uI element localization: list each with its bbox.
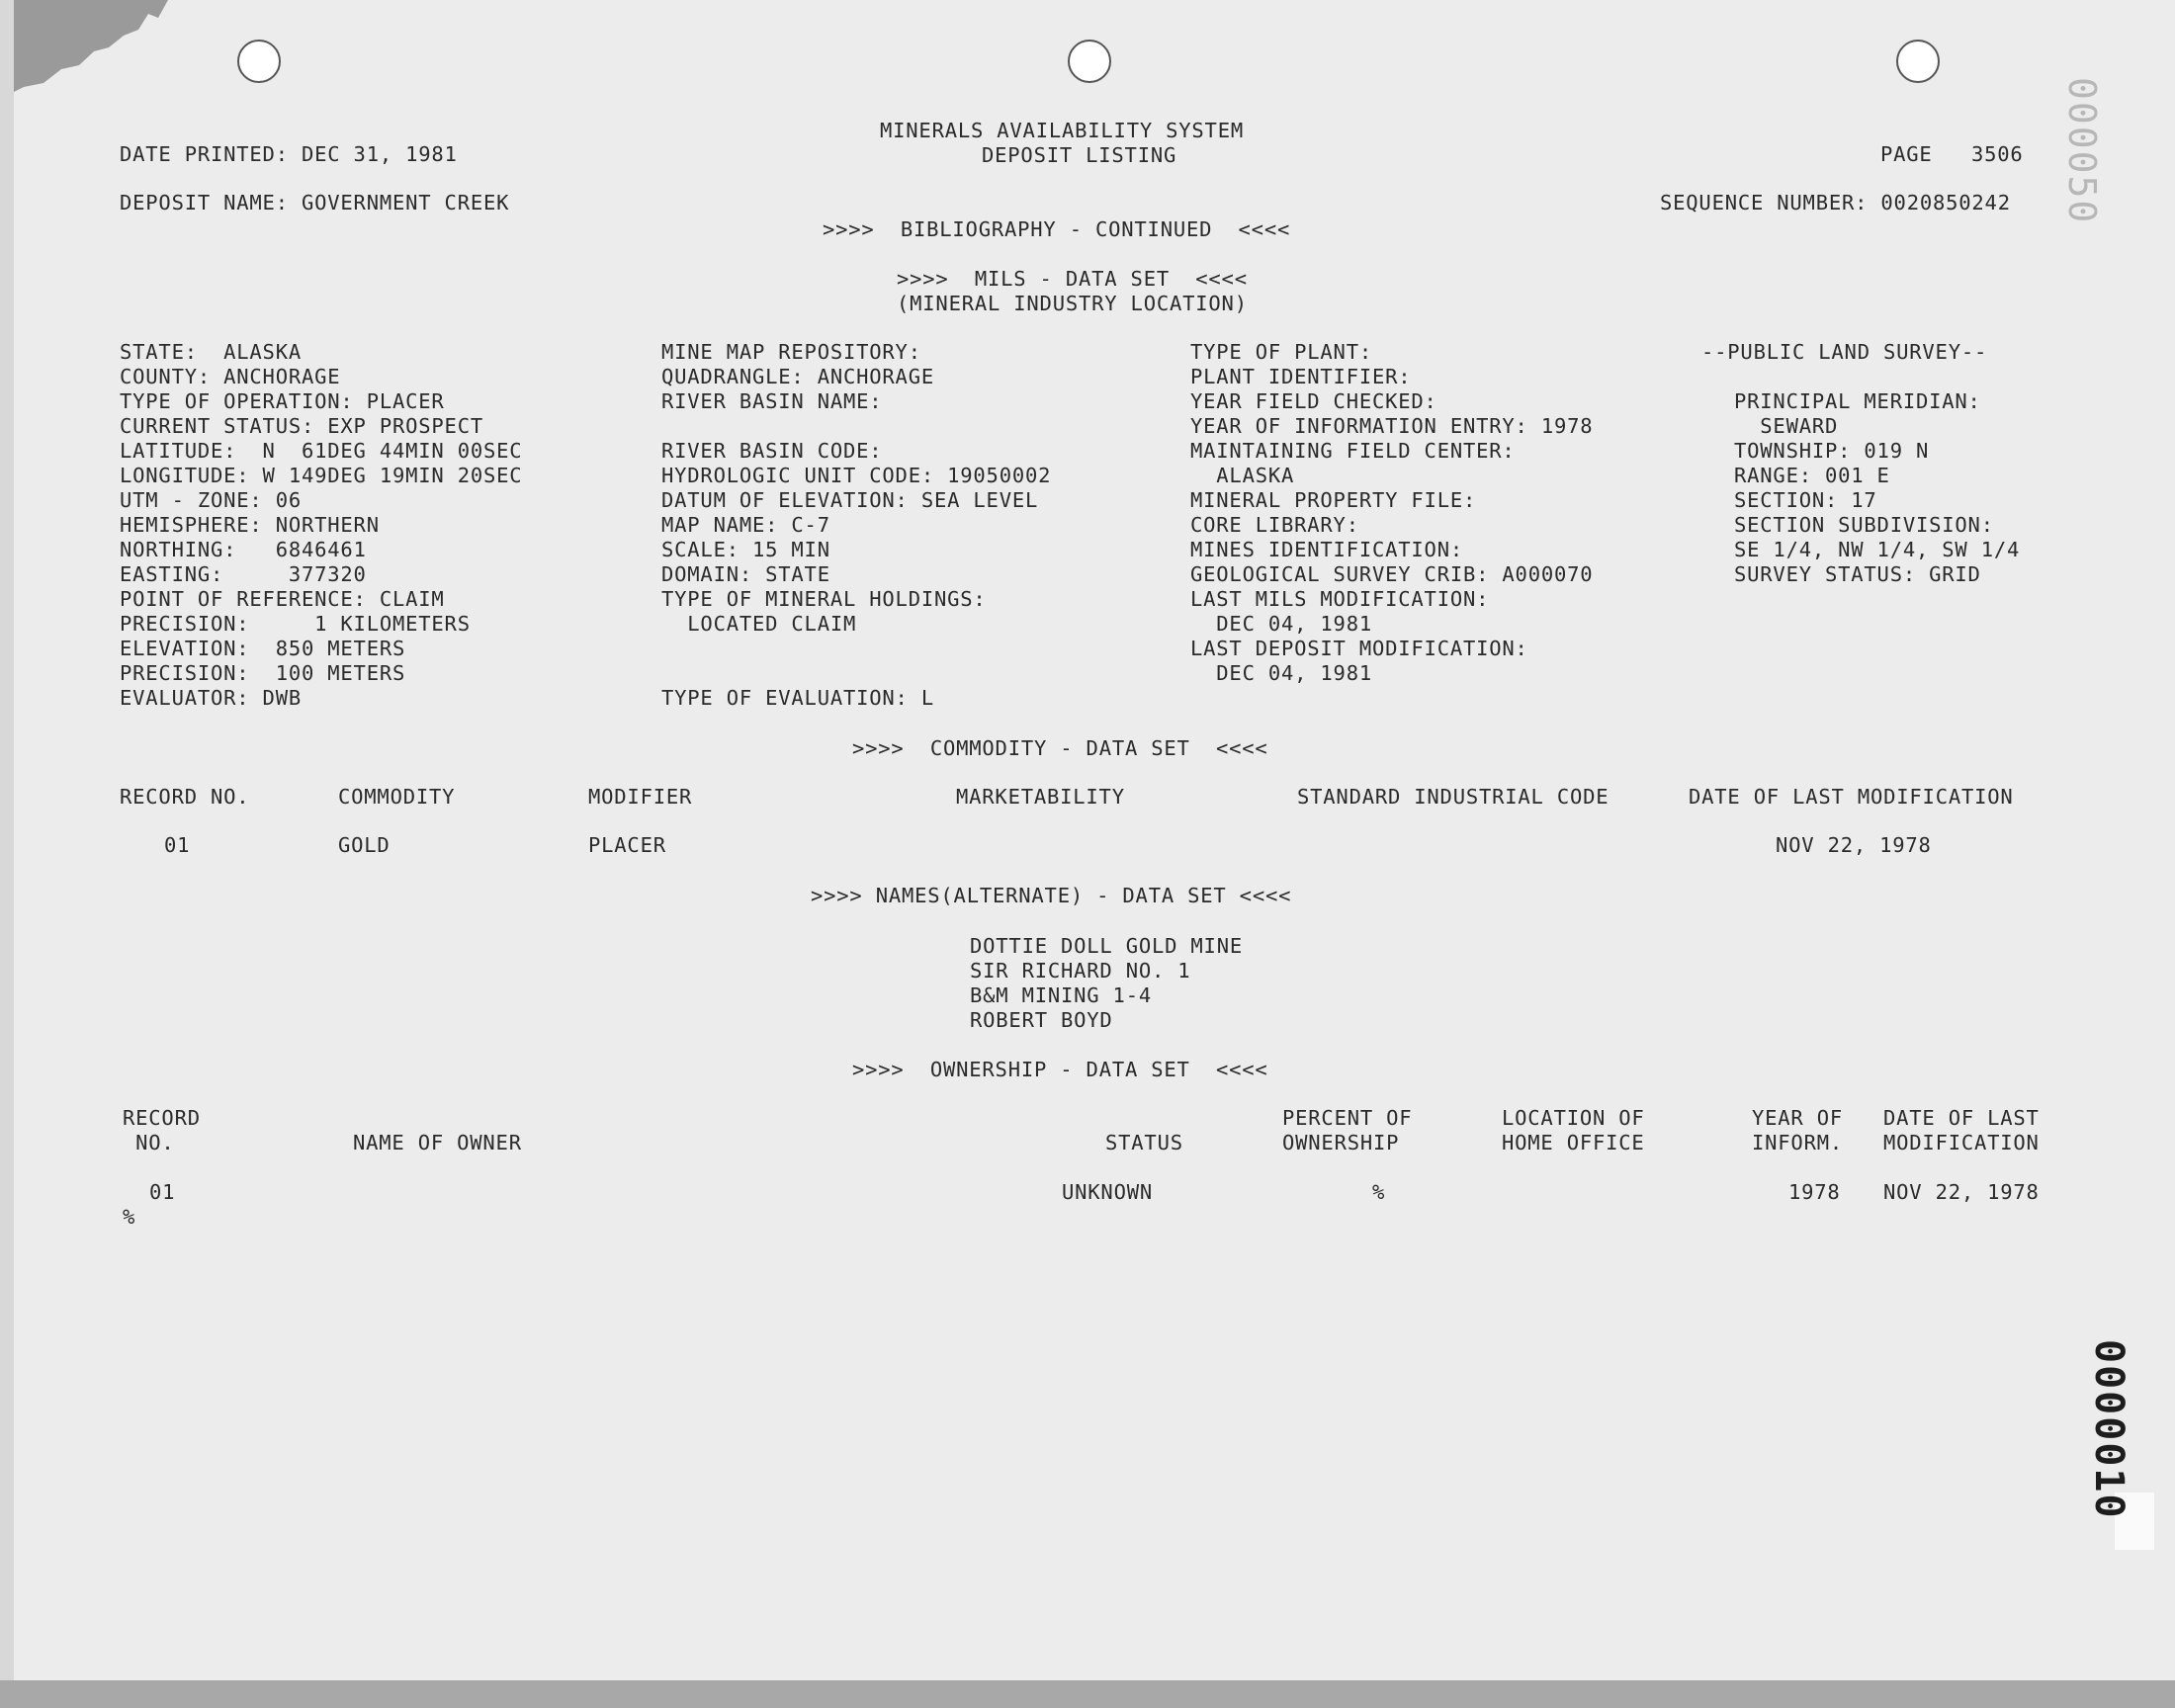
mils-field: PRECISION: 1 KILOMETERS (120, 612, 471, 636)
commodity-header-date: DATE OF LAST MODIFICATION (1689, 785, 2014, 809)
list-item: SIR RICHARD NO. 1 (970, 959, 1191, 982)
survey-field: SECTION SUBDIVISION: (1734, 513, 1994, 537)
mils-field: SCALE: 15 MIN (661, 538, 830, 561)
commodity-name: GOLD (338, 833, 391, 857)
page-number: PAGE 3506 (1880, 142, 2024, 166)
mils-field: ALASKA (1190, 464, 1295, 487)
title-line-1: MINERALS AVAILABILITY SYSTEM (880, 119, 1244, 142)
deposit-name: DEPOSIT NAME: GOVERNMENT CREEK (120, 191, 510, 214)
mils-field: MINE MAP REPOSITORY: (661, 340, 921, 364)
ownership-header-date: DATE OF LAST MODIFICATION (1883, 1106, 2040, 1154)
ownership-year: 1978 (1788, 1180, 1841, 1204)
mils-field: ELEVATION: 850 METERS (120, 637, 406, 660)
sequence-number: SEQUENCE NUMBER: 0020850242 (1660, 191, 2011, 214)
ownership-header-year: YEAR OF INFORM. (1752, 1106, 1843, 1154)
survey-field: SURVEY STATUS: GRID (1734, 562, 1981, 586)
survey-field: SEWARD (1734, 414, 1839, 438)
mils-field: DEC 04, 1981 (1190, 661, 1372, 685)
mils-field: TYPE OF MINERAL HOLDINGS: (661, 587, 987, 611)
ownership-status: UNKNOWN (1062, 1180, 1153, 1204)
mils-field: UTM - ZONE: 06 (120, 488, 302, 512)
commodity-date: NOV 22, 1978 (1776, 833, 1932, 857)
ownership-header-status: STATUS (1105, 1131, 1183, 1154)
mils-field: HEMISPHERE: NORTHERN (120, 513, 380, 537)
survey-field: SECTION: 17 (1734, 488, 1877, 512)
mils-field: GEOLOGICAL SURVEY CRIB: A000070 (1190, 562, 1594, 586)
mils-field: PLANT IDENTIFIER: (1190, 365, 1412, 388)
commodity-header-record: RECORD NO. (120, 785, 250, 809)
mils-field: CORE LIBRARY: (1190, 513, 1359, 537)
date-printed: DATE PRINTED: DEC 31, 1981 (120, 142, 458, 166)
section-mils-subtitle: (MINERAL INDUSTRY LOCATION) (897, 292, 1248, 315)
section-bibliography: >>>> BIBLIOGRAPHY - CONTINUED <<<< (823, 217, 1291, 241)
ownership-record-no: 01 (149, 1180, 176, 1204)
mils-field: RIVER BASIN NAME: (661, 389, 883, 413)
mils-field: STATE: ALASKA (120, 340, 302, 364)
punch-hole-left (237, 40, 281, 83)
torn-corner (14, 0, 198, 99)
list-item: DOTTIE DOLL GOLD MINE (970, 934, 1243, 958)
commodity-header-marketability: MARKETABILITY (956, 785, 1125, 809)
mils-field: YEAR FIELD CHECKED: (1190, 389, 1437, 413)
ownership-header-record: RECORD NO. (123, 1106, 201, 1154)
mils-field: DEC 04, 1981 (1190, 612, 1372, 636)
mils-field: COUNTY: ANCHORAGE (120, 365, 341, 388)
mils-field: TYPE OF OPERATION: PLACER (120, 389, 445, 413)
margin-stamp-bottom: 0000010 (2086, 1339, 2132, 1520)
mils-field: TYPE OF PLANT: (1190, 340, 1372, 364)
mils-field: NORTHING: 6846461 (120, 538, 367, 561)
ownership-header-percent: PERCENT OF OWNERSHIP (1282, 1106, 1413, 1154)
mils-field: DATUM OF ELEVATION: SEA LEVEL (661, 488, 1039, 512)
survey-field: PRINCIPAL MERIDIAN: (1734, 389, 1981, 413)
commodity-header-sic: STANDARD INDUSTRIAL CODE (1297, 785, 1610, 809)
mils-field: YEAR OF INFORMATION ENTRY: 1978 (1190, 414, 1594, 438)
survey-field: RANGE: 001 E (1734, 464, 1890, 487)
list-item: B&M MINING 1-4 (970, 983, 1152, 1007)
commodity-header-modifier: MODIFIER (588, 785, 693, 809)
section-names: >>>> NAMES(ALTERNATE) - DATA SET <<<< (811, 884, 1292, 907)
ownership-header-owner: NAME OF OWNER (353, 1131, 522, 1154)
ownership-footnote: % (123, 1205, 136, 1229)
mils-field: MAINTAINING FIELD CENTER: (1190, 439, 1516, 463)
punch-hole-center (1068, 40, 1111, 83)
public-land-survey-header: --PUBLIC LAND SURVEY-- (1701, 340, 1988, 364)
punch-hole-right (1896, 40, 1940, 83)
mils-field: RIVER BASIN CODE: (661, 439, 883, 463)
mils-field: EASTING: 377320 (120, 562, 367, 586)
mils-field: HYDROLOGIC UNIT CODE: 19050002 (661, 464, 1052, 487)
title-line-2: DEPOSIT LISTING (982, 143, 1177, 167)
mils-field: MINES IDENTIFICATION: (1190, 538, 1463, 561)
commodity-modifier: PLACER (588, 833, 666, 857)
mils-field: POINT OF REFERENCE: CLAIM (120, 587, 445, 611)
ownership-header-location: LOCATION OF HOME OFFICE (1502, 1106, 1645, 1154)
survey-field: SE 1/4, NW 1/4, SW 1/4 (1734, 538, 2021, 561)
commodity-record-no: 01 (164, 833, 191, 857)
mils-field: LATITUDE: N 61DEG 44MIN 00SEC (120, 439, 523, 463)
ownership-date: NOV 22, 1978 (1883, 1180, 2040, 1204)
mils-field: MAP NAME: C-7 (661, 513, 830, 537)
scan-bottom-strip (0, 1680, 2175, 1708)
section-mils: >>>> MILS - DATA SET <<<< (897, 267, 1248, 291)
section-ownership: >>>> OWNERSHIP - DATA SET <<<< (852, 1058, 1268, 1081)
mils-field: LAST DEPOSIT MODIFICATION: (1190, 637, 1528, 660)
mils-field: TYPE OF EVALUATION: L (661, 686, 934, 710)
mils-field: QUADRANGLE: ANCHORAGE (661, 365, 934, 388)
mils-field: DOMAIN: STATE (661, 562, 830, 586)
scan-left-edge (0, 0, 14, 1680)
mils-field: LONGITUDE: W 149DEG 19MIN 20SEC (120, 464, 523, 487)
mils-field: MINERAL PROPERTY FILE: (1190, 488, 1477, 512)
list-item: ROBERT BOYD (970, 1008, 1113, 1032)
margin-stamp-top: 000050 (2060, 77, 2104, 225)
document-page (14, 0, 2175, 1680)
mils-field: PRECISION: 100 METERS (120, 661, 406, 685)
survey-field: TOWNSHIP: 019 N (1734, 439, 1930, 463)
mils-field: LOCATED CLAIM (661, 612, 857, 636)
mils-field: CURRENT STATUS: EXP PROSPECT (120, 414, 483, 438)
ownership-percent: % (1372, 1180, 1386, 1204)
mils-field: EVALUATOR: DWB (120, 686, 302, 710)
commodity-header-commodity: COMMODITY (338, 785, 456, 809)
section-commodity: >>>> COMMODITY - DATA SET <<<< (852, 736, 1268, 760)
mils-field: LAST MILS MODIFICATION: (1190, 587, 1490, 611)
